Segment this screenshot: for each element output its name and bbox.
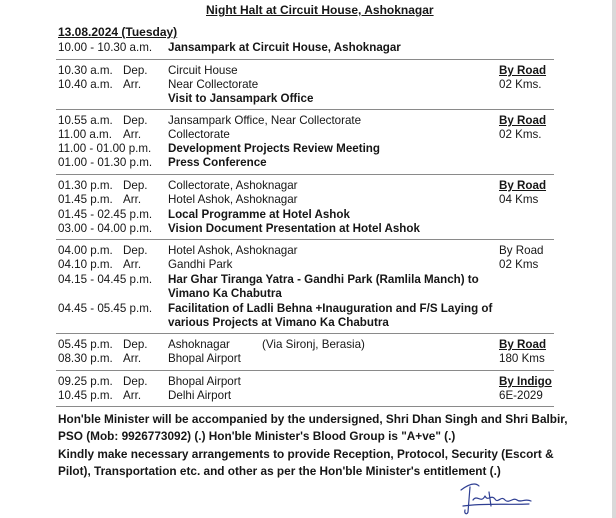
accompany-note-line: PSO (Mob: 9926773092) (.) Hon'ble Minister's Blood Group is "A+ve" (.) [58,429,456,443]
section-divider [56,109,554,110]
item-activity: Local Programme at Hotel Ashok [168,208,350,221]
item-activity: Jansampark at Circuit House, Ashoknagar [168,41,401,54]
leg-kind: Dep. [123,244,148,257]
section-divider [56,174,554,175]
travel-leg-row [0,258,610,272]
leg-time: 01.30 p.m. [58,179,113,192]
leg-time: 01.45 p.m. [58,193,113,206]
schedule-item-row [0,156,610,170]
schedule-item-row [0,92,610,106]
travel-leg-row [0,375,610,389]
leg-distance: 02 Kms. [499,128,542,141]
leg-time: 05.45 p.m. [58,338,113,351]
leg-time: 04.10 p.m. [58,258,113,271]
schedule-item-continuation [0,316,610,330]
schedule-item-row [0,142,610,156]
leg-place: Hotel Ashok, Ashoknagar [168,193,298,206]
item-activity: Har Ghar Tiranga Yatra - Gandhi Park (Ramlila Manch) to [168,273,479,286]
item-time: 01.00 - 01.30 p.m. [58,156,153,169]
travel-leg-row [0,389,610,403]
leg-place: Gandhi Park [168,258,233,271]
travel-leg-row [0,338,610,352]
leg-place: Collectorate [168,128,230,141]
leg-kind: Dep. [123,114,148,127]
item-activity: Vision Document Presentation at Hotel Ashok [168,222,420,235]
item-activity: Visit to Jansampark Office [168,92,314,105]
leg-mode: By Road [499,179,547,192]
item-time: 11.00 - 01.00 p.m. [58,142,152,155]
tour-date: 13.08.2024 (Tuesday) [58,25,178,39]
leg-kind: Arr. [123,193,142,206]
leg-time: 11.00 a.m. [58,128,112,141]
travel-leg-row [0,114,610,128]
leg-route-via: (Via Sironj, Berasia) [262,338,365,351]
schedule-item-continuation [0,287,610,301]
leg-time: 04.00 p.m. [58,244,113,257]
leg-kind: Dep. [123,179,148,192]
arrangements-note-line: Kindly make necessary arrangements to provide Reception, Protocol, Security (Escort & [58,447,554,461]
leg-place: Hotel Ashok, Ashoknagar [168,244,298,257]
leg-kind: Arr. [123,258,142,271]
leg-mode: By Road [499,244,544,257]
leg-kind: Arr. [123,389,142,402]
leg-time: 10.30 a.m. [58,64,113,77]
travel-leg-row [0,244,610,258]
leg-kind: Arr. [123,78,142,91]
travel-leg-row [0,352,610,366]
accompany-note [58,411,578,445]
arrangements-note [58,446,578,480]
night-halt-title: Night Halt at Circuit House, Ashoknagar [206,3,434,17]
leg-place: Collectorate, Ashoknagar [168,179,298,192]
leg-mode: By Indigo [499,375,552,388]
item-activity: Facilitation of Ladli Behna +Inauguration and F/S Laying of [168,302,493,315]
section-divider [56,59,554,60]
leg-place: Circuit House [168,64,238,77]
leg-mode: By Road [499,64,547,77]
leg-distance: 02 Kms. [499,78,542,91]
travel-leg-row [0,179,610,193]
section-divider [56,370,554,371]
leg-place: Bhopal Airport [168,375,241,388]
leg-distance: 04 Kms [499,193,539,206]
flight-number: 6E-2029 [499,389,543,402]
page-edge-shadow [612,0,616,518]
arrangements-note-line: Pilot), Transportation etc. and other as per the Hon'ble Minister's entitlement (.) [58,464,501,478]
leg-place: Jansampark Office, Near Collectorate [168,114,362,127]
leg-distance: 02 Kms [499,258,539,271]
leg-mode: By Road [499,114,547,127]
leg-mode: By Road [499,338,547,351]
section-divider [56,333,554,334]
accompany-note-line: Hon'ble Minister will be accompanied by the undersigned, Shri Dhan Singh and Shri Balbir, [58,412,568,426]
item-time: 04.45 - 05.45 p.m. [58,302,153,315]
schedule-item-row [0,41,610,55]
travel-leg-row [0,128,610,142]
schedule-item-row [0,222,610,236]
leg-place: Bhopal Airport [168,352,241,365]
leg-distance: 180 Kms [499,352,545,365]
item-activity: Development Projects Review Meeting [168,142,380,155]
leg-kind: Arr. [123,352,142,365]
item-time: 04.15 - 04.45 p.m. [58,273,153,286]
section-divider [56,406,554,407]
leg-time: 10.45 p.m. [58,389,113,402]
item-time: 03.00 - 04.00 p.m. [58,222,153,235]
leg-time: 08.30 p.m. [58,352,113,365]
leg-kind: Dep. [123,375,148,388]
leg-time: 10.55 a.m. [58,114,113,127]
leg-time: 09.25 p.m. [58,375,113,388]
leg-place: Near Collectorate [168,78,259,91]
section-divider [56,239,554,240]
item-activity-continuation: various Projects at Vimano Ka Chabutra [168,316,389,329]
leg-place: Delhi Airport [168,389,232,402]
leg-time: 10.40 a.m. [58,78,113,91]
travel-leg-row [0,64,610,78]
item-activity-continuation: Vimano Ka Chabutra [168,287,282,300]
item-time: 01.45 - 02.45 p.m. [58,208,153,221]
leg-kind: Arr. [123,128,142,141]
travel-leg-row [0,78,610,92]
travel-leg-row [0,193,610,207]
schedule-item-row [0,208,610,222]
leg-kind: Dep. [123,338,148,351]
leg-kind: Dep. [123,64,148,77]
leg-place: Ashoknagar [168,338,230,351]
item-activity: Press Conference [168,156,267,169]
item-time: 10.00 - 10.30 a.m. [58,41,153,54]
schedule-item-row [0,302,610,316]
schedule-item-row [0,273,610,287]
handwritten-signature [455,478,535,516]
